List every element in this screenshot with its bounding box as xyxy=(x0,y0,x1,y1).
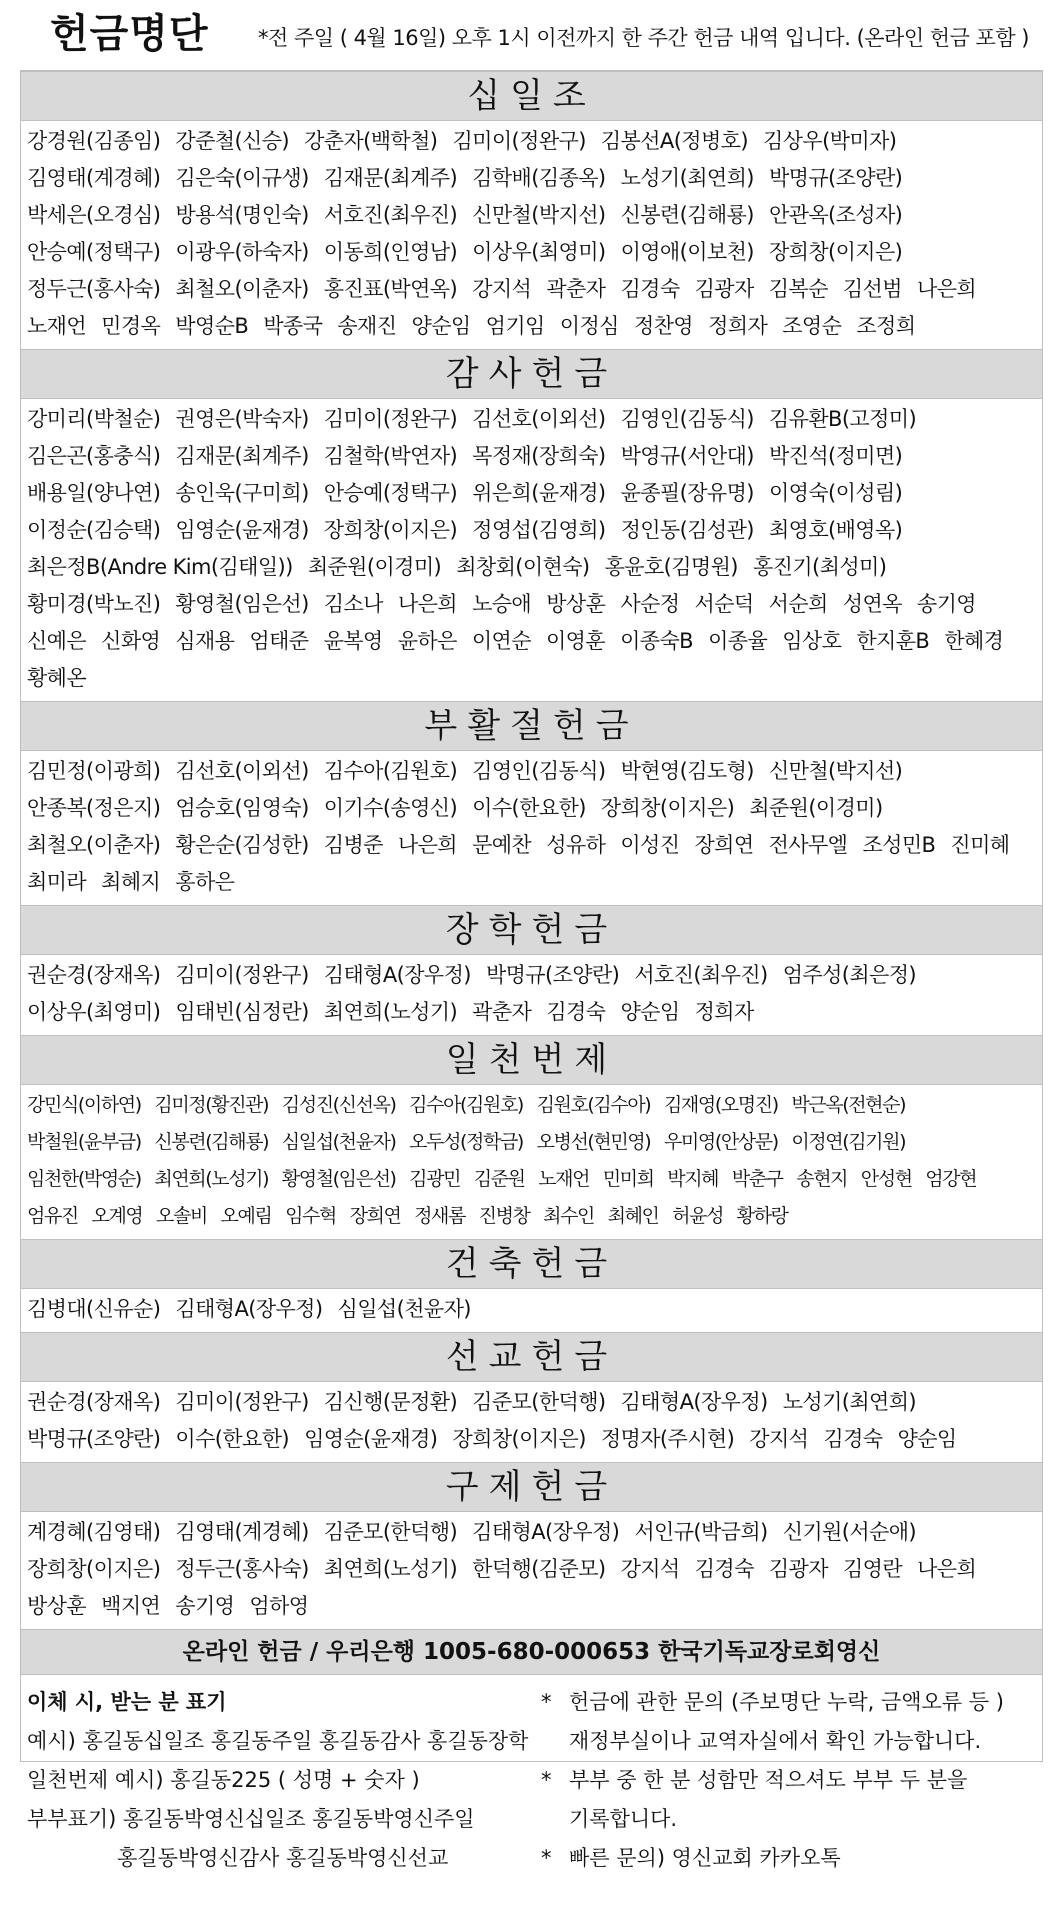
donor-name: 배용일(양나연) xyxy=(27,481,161,505)
donor-name: 이정연(김기원) xyxy=(791,1131,906,1153)
donor-name: 김봉선A(정병호) xyxy=(600,129,748,153)
donor-name: 박명규(조양란) xyxy=(485,963,620,987)
donor-name: 윤복영 xyxy=(323,629,383,653)
online-offering-bar: 온라인 헌금 / 우리은행 1005-680-000653 한국기독교장로회영신 xyxy=(21,1629,1042,1675)
asterisk-icon: * xyxy=(541,1690,552,1714)
donor-name: 장희창(이지은) xyxy=(452,1427,586,1451)
donor-name: 최수인 xyxy=(543,1205,594,1227)
donor-name: 김복순 xyxy=(768,277,828,301)
offering-sections xyxy=(21,71,1042,1629)
donor-name: 김준모(한덕행) xyxy=(323,1520,458,1544)
donor-name: 양순임 xyxy=(897,1427,957,1451)
donor-name: 최연희(노성기) xyxy=(323,1557,458,1581)
donor-name: 김유환B(고정미) xyxy=(768,407,917,431)
donor-name: 김학배(김종옥) xyxy=(472,166,606,190)
donor-name: 이정순(김승택) xyxy=(27,518,161,542)
donor-name: 전사무엘 xyxy=(768,833,848,857)
donor-name: 엄강현 xyxy=(925,1168,977,1190)
donor-name: 장희연 xyxy=(694,833,754,857)
donor-name: 안승예(정택구) xyxy=(323,481,458,505)
section-names xyxy=(21,751,1042,905)
donor-name: 김미이(정완구) xyxy=(175,963,309,987)
donor-name: 박명규(조양란) xyxy=(27,1427,161,1451)
donor-name: 안종복(정은지) xyxy=(27,796,161,820)
donor-name: 김신행(문정환) xyxy=(323,1390,458,1414)
transfer-example-3: 부부표기) 홍길동박영신십일조 홍길동박영신주일 xyxy=(27,1807,475,1831)
donor-name: 신만철(박지선) xyxy=(768,759,903,783)
transfer-example-4: 홍길동박영신감사 홍길동박영신선교 xyxy=(117,1846,449,1870)
donor-name: 조정희 xyxy=(856,314,916,338)
donor-name: 신화영 xyxy=(101,629,161,653)
donor-name: 곽춘자 xyxy=(472,1000,532,1024)
donor-name: 한지훈B xyxy=(856,629,930,653)
footer-info xyxy=(21,1675,1042,1910)
donor-name: 강지석 xyxy=(620,1557,680,1581)
donor-name: 김미이(정완구) xyxy=(175,1390,309,1414)
donor-name: 송인욱(구미희) xyxy=(175,481,309,505)
donor-name: 김영태(계경혜) xyxy=(27,166,161,190)
donor-name: 홍진표(박연옥) xyxy=(323,277,458,301)
donor-name: 정새롬 xyxy=(414,1205,465,1227)
donor-name: 임영순(윤재경) xyxy=(175,518,309,542)
donor-name: 이영애(이보천) xyxy=(620,240,754,264)
donor-name: 오솔비 xyxy=(156,1205,207,1227)
donor-name: 김태형A(장우정) xyxy=(323,963,471,987)
page-notice: *전 주일 ( 4월 16일) 오후 1시 이전까지 한 주간 헌금 내역 입니다. (온라인 헌금 포함 ) xyxy=(258,26,1029,50)
donor-name: 임영순(윤재경) xyxy=(304,1427,438,1451)
donor-name: 이광우(하숙자) xyxy=(175,240,309,264)
donor-name: 오예림 xyxy=(220,1205,272,1227)
donor-name: 최영호(배영옥) xyxy=(768,518,903,542)
donor-name: 이종율 xyxy=(708,629,768,653)
donor-name: 김선호(이외선) xyxy=(472,407,606,431)
donor-name: 엄유진 xyxy=(27,1205,78,1227)
donor-name: 노재언 xyxy=(538,1168,590,1190)
donor-name: 박종국 xyxy=(263,314,323,338)
donor-name: 안관옥(조성자) xyxy=(768,203,903,227)
page-header xyxy=(20,0,1045,66)
donor-name: 김병준 xyxy=(323,833,383,857)
donor-name: 나은희 xyxy=(397,592,457,616)
donor-name: 김미이(정완구) xyxy=(323,407,458,431)
note-1-cont: 재정부실이나 교역자실에서 확인 가능합니다. xyxy=(569,1729,982,1753)
donor-name: 계경혜(김영태) xyxy=(27,1520,161,1544)
section-5 xyxy=(21,1239,1042,1332)
donor-name: 장희창(이지은) xyxy=(768,240,903,264)
donor-name: 김은곤(홍충식) xyxy=(27,444,161,468)
donor-name: 송재진 xyxy=(337,314,397,338)
donor-name: 한혜경 xyxy=(944,629,1004,653)
note-1: * 헌금에 관한 문의 (주보명단 누락, 금액오류 등 ) xyxy=(541,1683,1031,1722)
donor-name: 우미영(안상문) xyxy=(663,1131,778,1153)
donor-name: 김선호(이외선) xyxy=(175,759,309,783)
donor-name: 박근옥(전현순) xyxy=(791,1094,906,1116)
donor-name: 김경숙 xyxy=(546,1000,606,1024)
donor-name: 김수아(김원호) xyxy=(409,1094,523,1116)
donor-name: 김재문(최계주) xyxy=(175,444,309,468)
section-names xyxy=(21,1512,1042,1629)
donor-name: 노성기(최연희) xyxy=(620,166,754,190)
donor-name: 정두근(홍사숙) xyxy=(175,1557,309,1581)
section-names xyxy=(21,1382,1042,1462)
transfer-example-1: 예시) 홍길동십일조 홍길동주일 홍길동감사 홍길동장학 xyxy=(27,1729,529,1753)
donor-name: 민경옥 xyxy=(101,314,161,338)
donor-name: 최철오(이춘자) xyxy=(175,277,309,301)
donor-name: 김준모(한덕행) xyxy=(472,1390,606,1414)
donor-name: 강민식(이하연) xyxy=(27,1094,141,1116)
donor-name: 나은희 xyxy=(917,277,977,301)
donor-name: 이수(한요한) xyxy=(175,1427,290,1451)
donor-name: 황영철(임은선) xyxy=(175,592,309,616)
donor-name: 정인동(김성관) xyxy=(620,518,754,542)
donor-name: 조성민B xyxy=(862,833,936,857)
donor-name: 나은희 xyxy=(917,1557,977,1581)
donor-name: 조영순 xyxy=(782,314,842,338)
donor-name: 이상우(최영미) xyxy=(27,1000,161,1024)
section-names xyxy=(21,955,1042,1035)
donor-name: 서순덕 xyxy=(694,592,754,616)
donor-name: 양순임 xyxy=(411,314,471,338)
donor-name: 이종숙B xyxy=(620,629,693,653)
note-2: * 부부 중 한 분 성함만 적으셔도 부부 두 분을 xyxy=(541,1761,1031,1800)
donor-name: 노재언 xyxy=(27,314,87,338)
donor-name: 이동희(인영남) xyxy=(323,240,458,264)
section-6 xyxy=(21,1332,1042,1462)
donor-name: 이상우(최영미) xyxy=(472,240,606,264)
donor-name: 신기원(서순애) xyxy=(782,1520,917,1544)
donor-name: 송현지 xyxy=(796,1168,848,1190)
donor-name: 황혜온 xyxy=(27,666,87,690)
note-2-cont: 기록합니다. xyxy=(569,1807,678,1831)
donor-name: 엄하영 xyxy=(249,1594,309,1618)
section-title: 일천번제 xyxy=(21,1035,1042,1085)
donor-name: 정희자 xyxy=(694,1000,754,1024)
donor-name: 송기영 xyxy=(175,1594,235,1618)
transfer-instructions xyxy=(27,1683,537,1878)
donor-name: 한덕행(김준모) xyxy=(472,1557,606,1581)
donor-name: 김수아(김원호) xyxy=(323,759,458,783)
donor-name: 박춘구 xyxy=(731,1168,783,1190)
donor-name: 방상훈 xyxy=(546,592,606,616)
donor-name: 김영인(김동식) xyxy=(472,759,606,783)
donor-name: 오두성(정학금) xyxy=(409,1131,523,1153)
donor-name: 황은순(김성한) xyxy=(175,833,309,857)
donor-name: 김민정(이광희) xyxy=(27,759,161,783)
donor-name: 강경원(김종임) xyxy=(27,129,161,153)
donor-name: 강춘자(백학철) xyxy=(304,129,438,153)
donor-name: 김광자 xyxy=(694,277,754,301)
donor-name: 최준원(이경미) xyxy=(749,796,883,820)
donor-name: 양순임 xyxy=(620,1000,680,1024)
donor-name: 안승예(정택구) xyxy=(27,240,161,264)
donor-name: 이성진 xyxy=(620,833,680,857)
donor-name: 권순경(장재옥) xyxy=(27,1390,161,1414)
donor-name: 성유하 xyxy=(546,833,606,857)
donor-name: 엄주성(최은정) xyxy=(782,963,917,987)
donor-name: 이기수(송영신) xyxy=(323,796,458,820)
asterisk-icon: * xyxy=(541,1768,552,1792)
section-3 xyxy=(21,905,1042,1035)
donor-name: 서순희 xyxy=(768,592,828,616)
offering-list-box xyxy=(20,70,1043,1870)
donor-name: 오계영 xyxy=(91,1205,143,1227)
donor-name: 엄태준 xyxy=(249,629,309,653)
donor-name: 노성기(최연희) xyxy=(782,1390,917,1414)
donor-name: 김미이(정완구) xyxy=(452,129,586,153)
section-names xyxy=(21,121,1042,349)
donor-name: 문예찬 xyxy=(472,833,532,857)
section-4 xyxy=(21,1035,1042,1239)
donor-name: 최창회(이현숙) xyxy=(456,555,590,579)
donor-name: 박영순B xyxy=(175,314,249,338)
donor-name: 서인규(박금희) xyxy=(634,1520,768,1544)
donor-name: 장희창(이지은) xyxy=(323,518,458,542)
donor-name: 백지연 xyxy=(101,1594,161,1618)
donor-name: 김선범 xyxy=(842,277,902,301)
donor-name: 임천한(박영순) xyxy=(27,1168,141,1190)
donor-name: 임수혁 xyxy=(285,1205,336,1227)
donor-name: 김경숙 xyxy=(694,1557,754,1581)
donor-name: 방용석(명인숙) xyxy=(175,203,309,227)
donor-name: 심일섭(천윤자) xyxy=(337,1297,471,1321)
asterisk-icon: * xyxy=(541,1846,552,1870)
donor-name: 권순경(장재옥) xyxy=(27,963,161,987)
donor-name: 임상호 xyxy=(782,629,842,653)
donor-name: 나은희 xyxy=(397,833,457,857)
donor-name: 오병선(현민영) xyxy=(536,1131,651,1153)
section-title: 부활절헌금 xyxy=(21,701,1042,751)
donor-name: 황미경(박노진) xyxy=(27,592,161,616)
donor-name: 김원호(김수아) xyxy=(536,1094,651,1116)
donor-name: 황영철(임은선) xyxy=(281,1168,396,1190)
donor-name: 황하랑 xyxy=(736,1205,788,1227)
section-names xyxy=(21,1289,1042,1332)
donor-name: 박현영(김도형) xyxy=(620,759,754,783)
donor-name: 최혜인 xyxy=(607,1205,659,1227)
donor-name: 신만철(박지선) xyxy=(472,203,606,227)
donor-name: 장희창(이지은) xyxy=(600,796,735,820)
section-names xyxy=(21,1085,1042,1239)
donor-name: 김광민 xyxy=(409,1168,461,1190)
donor-name: 서호진(최우진) xyxy=(323,203,458,227)
donor-name: 장희창(이지은) xyxy=(27,1557,161,1581)
donor-name: 김태형A(장우정) xyxy=(620,1390,768,1414)
note-3: * 빠른 문의) 영신교회 카카오톡 xyxy=(541,1839,1031,1878)
donor-name: 이영훈 xyxy=(545,629,606,653)
donor-name: 심재용 xyxy=(175,629,235,653)
section-names xyxy=(21,399,1042,701)
donor-name: 김병대(신유순) xyxy=(27,1297,161,1321)
donor-name: 김소나 xyxy=(323,592,383,616)
donor-name: 진미혜 xyxy=(950,833,1010,857)
donor-name: 박진석(정미면) xyxy=(768,444,903,468)
donor-name: 윤종필(장유명) xyxy=(620,481,754,505)
donor-name: 서호진(최우진) xyxy=(634,963,768,987)
donor-name: 김준원 xyxy=(473,1168,525,1190)
donor-name: 노승애 xyxy=(472,592,532,616)
donor-name: 윤하은 xyxy=(397,629,457,653)
donor-name: 송기영 xyxy=(916,592,976,616)
donor-name: 김미정(황진관) xyxy=(154,1094,269,1116)
donor-name: 최준원(이경미) xyxy=(307,555,442,579)
donor-name: 권영은(박숙자) xyxy=(175,407,309,431)
donor-name: 정희자 xyxy=(708,314,768,338)
donor-name: 김재영(오명진) xyxy=(663,1094,778,1116)
donor-name: 김철학(박연자) xyxy=(323,444,458,468)
donor-name: 곽춘자 xyxy=(546,277,606,301)
donor-name: 민미희 xyxy=(602,1168,654,1190)
donor-name: 목정재(장희숙) xyxy=(472,444,606,468)
donor-name: 정명자(주시현) xyxy=(600,1427,735,1451)
donor-name: 안성현 xyxy=(860,1168,912,1190)
donor-name: 김경숙 xyxy=(620,277,680,301)
donor-name: 이수(한요한) xyxy=(472,796,586,820)
donor-name: 정영섭(김영희) xyxy=(472,518,606,542)
donor-name: 위은희(윤재경) xyxy=(472,481,606,505)
donor-name: 박지혜 xyxy=(667,1168,719,1190)
donor-name: 정두근(홍사숙) xyxy=(27,277,161,301)
donor-name: 최연희(노성기) xyxy=(154,1168,269,1190)
donor-name: 사순정 xyxy=(620,592,680,616)
donor-name: 홍윤호(김명원) xyxy=(604,555,738,579)
donor-name: 김상우(박미자) xyxy=(763,129,897,153)
transfer-title: 이체 시, 받는 분 표기 xyxy=(27,1690,227,1714)
section-title: 건축헌금 xyxy=(21,1239,1042,1289)
donor-name: 강지석 xyxy=(749,1427,809,1451)
donor-name: 방상훈 xyxy=(27,1594,87,1618)
donor-name: 장희연 xyxy=(349,1205,401,1227)
donor-name: 이영숙(이성림) xyxy=(768,481,903,505)
donor-name: 심일섭(천윤자) xyxy=(281,1131,396,1153)
donor-name: 강미리(박철순) xyxy=(27,407,161,431)
donor-name: 신예은 xyxy=(27,629,87,653)
inquiry-notes xyxy=(541,1683,1031,1878)
donor-name: 엄승호(임영숙) xyxy=(175,796,309,820)
donor-name: 박명규(조양란) xyxy=(768,166,903,190)
section-0 xyxy=(21,71,1042,349)
donor-name: 김경숙 xyxy=(823,1427,883,1451)
section-2 xyxy=(21,701,1042,905)
donor-name: 최연희(노성기) xyxy=(323,1000,458,1024)
donor-name: 김태형A(장우정) xyxy=(175,1297,323,1321)
donor-name: 성연옥 xyxy=(842,592,902,616)
section-title: 장학헌금 xyxy=(21,905,1042,955)
donor-name: 김영인(김동식) xyxy=(620,407,754,431)
donor-name: 허윤성 xyxy=(672,1205,724,1227)
donor-name: 박세은(오경심) xyxy=(27,203,161,227)
section-title: 선교헌금 xyxy=(21,1332,1042,1382)
section-title: 십일조 xyxy=(21,71,1042,121)
transfer-example-2: 일천번제 예시) 홍길동225 ( 성명 + 숫자 ) xyxy=(27,1768,420,1792)
donor-name: 신봉련(김해룡) xyxy=(154,1131,269,1153)
donor-name: 김성진(신선옥) xyxy=(281,1094,396,1116)
page-title: 헌금명단 xyxy=(50,11,209,57)
donor-name: 김재문(최계주) xyxy=(323,166,458,190)
donor-name: 임태빈(심정란) xyxy=(175,1000,309,1024)
donor-name: 정찬영 xyxy=(633,314,693,338)
donor-name: 김영태(계경혜) xyxy=(175,1520,309,1544)
donor-name: 최미라 xyxy=(27,870,87,894)
section-1 xyxy=(21,349,1042,701)
donor-name: 홍하은 xyxy=(175,870,235,894)
donor-name: 최혜지 xyxy=(101,870,161,894)
donor-name: 박영규(서안대) xyxy=(620,444,754,468)
donor-name: 김태형A(장우정) xyxy=(472,1520,620,1544)
donor-name: 김영란 xyxy=(842,1557,903,1581)
donor-name: 진병창 xyxy=(478,1205,530,1227)
donor-name: 엄기임 xyxy=(485,314,545,338)
section-title: 감사헌금 xyxy=(21,349,1042,399)
donor-name: 김은숙(이규생) xyxy=(175,166,309,190)
donor-name: 김광자 xyxy=(768,1557,828,1581)
donor-name: 신봉련(김해룡) xyxy=(620,203,754,227)
section-7 xyxy=(21,1462,1042,1629)
donor-name: 홍진기(최성미) xyxy=(752,555,887,579)
donor-name: 강준철(신승) xyxy=(175,129,290,153)
donor-name: 최은정B(Andre Kim(김태일)) xyxy=(27,555,293,579)
donor-name: 박철원(윤부금) xyxy=(27,1131,141,1153)
donor-name: 강지석 xyxy=(472,277,532,301)
donor-name: 이정심 xyxy=(559,314,619,338)
section-title: 구제헌금 xyxy=(21,1462,1042,1512)
donor-name: 최철오(이춘자) xyxy=(27,833,161,857)
donor-name: 이연순 xyxy=(471,629,531,653)
